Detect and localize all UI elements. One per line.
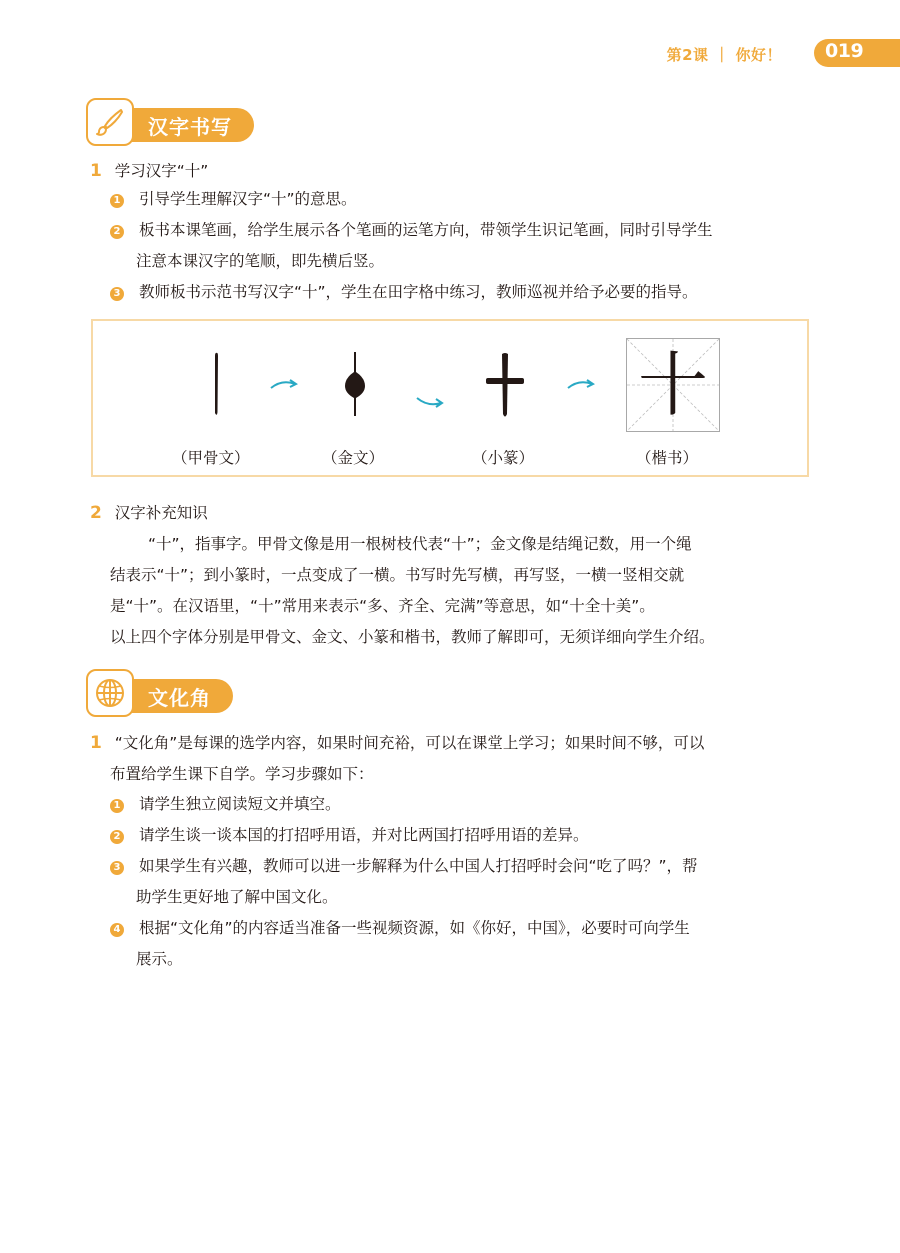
- paragraph-line: 是“十”。在汉语里，“十”常用来表示“多、齐全、完满”等意思，如“十全十美”。: [110, 597, 655, 615]
- step-3: [110, 278, 698, 306]
- culture-step-4: [110, 914, 690, 942]
- label-oracle: （甲骨文）: [172, 449, 250, 467]
- section-header-culture: [86, 669, 286, 719]
- step-text: 根据“文化角”的内容适当准备一些视频资源，如《你好，中国》，必要时可向学生: [138, 919, 690, 937]
- step-text: 如果学生有兴趣，教师可以进一步解释为什么中国人打招呼时会问“吃了吗？”，帮: [138, 857, 698, 875]
- page-number: 019: [825, 40, 864, 62]
- step-marker: 2: [110, 225, 124, 239]
- step-2: [110, 216, 712, 244]
- culture-step-1: [110, 790, 340, 818]
- step-text: 板书本课笔画，给学生展示各个笔画的运笔方向，带领学生识记笔画，同时引导学生: [138, 221, 713, 239]
- lesson-title: 第2课 ｜ 你好！: [666, 46, 782, 64]
- culture-step-3: [110, 852, 698, 880]
- culture-step-2: [110, 821, 588, 849]
- step-text: 请学生独立阅读短文并填空。: [138, 795, 341, 813]
- section-header-hanzi: [86, 98, 286, 148]
- paragraph-line: 结表示“十”；到小篆时，一点变成了一横。书写时先写横，再写竖，一横一竖相交就: [110, 566, 685, 584]
- step-marker: 4: [110, 923, 124, 937]
- arrow-icon: [414, 394, 446, 410]
- tianzige-grid: [626, 338, 720, 432]
- item-number: 1: [90, 733, 102, 753]
- step-marker: 1: [110, 799, 124, 813]
- label-kaishu: （楷书）: [636, 449, 699, 467]
- seal-shi-glyph: [482, 350, 528, 420]
- bronze-shi-glyph: [340, 350, 370, 420]
- label-seal: （小篆）: [472, 449, 535, 467]
- step-2-continued: 注意本课汉字的笔顺，即先横后竖。: [136, 252, 385, 270]
- culture-item-1: [90, 729, 704, 757]
- paragraph-line: 以上四个字体分别是甲骨文、金文、小篆和楷书，教师了解即可，无须详细向学生介绍。: [110, 628, 715, 646]
- kaishu-shi-char: 十: [638, 344, 708, 426]
- brush-icon: [86, 98, 134, 146]
- item-2-heading: [90, 499, 208, 527]
- item-1-heading: [90, 157, 208, 185]
- culture-step-3-continued: 助学生更好地了解中国文化。: [136, 888, 338, 906]
- step-text: 请学生谈一谈本国的打招呼用语，并对比两国打招呼用语的差异。: [138, 826, 589, 844]
- culture-step-4-continued: 展示。: [136, 950, 183, 968]
- item-title: 汉字补充知识: [114, 504, 208, 522]
- step-marker: 2: [110, 830, 124, 844]
- item-text: “文化角”是每课的选学内容，如果时间充裕，可以在课堂上学习；如果时间不够，可以: [114, 734, 705, 752]
- step-text: 教师板书示范书写汉字“十”，学生在田字格中练习，教师巡视并给予必要的指导。: [138, 283, 698, 301]
- step-marker: 3: [110, 861, 124, 875]
- globe-icon: [86, 669, 134, 717]
- culture-item-1-continued: 布置给学生课下自学。学习步骤如下：: [110, 765, 374, 783]
- oracle-bone-shi-glyph: [205, 350, 229, 420]
- arrow-icon: [268, 376, 300, 392]
- section-title: 文化角: [148, 685, 211, 710]
- arrow-icon: [565, 376, 597, 392]
- step-marker: 1: [110, 194, 124, 208]
- step-text: 引导学生理解汉字“十”的意思。: [138, 190, 357, 208]
- item-number: 2: [90, 503, 102, 523]
- step-marker: 3: [110, 287, 124, 301]
- paragraph-line: “十”，指事字。甲骨文像是用一根树枝代表“十”；金文像是结绳记数，用一个绳: [148, 535, 692, 553]
- section-title: 汉字书写: [148, 114, 232, 139]
- item-number: 1: [90, 161, 102, 181]
- label-bronze: （金文）: [322, 449, 385, 467]
- step-1: [110, 185, 357, 213]
- item-title: 学习汉字“十”: [114, 162, 209, 180]
